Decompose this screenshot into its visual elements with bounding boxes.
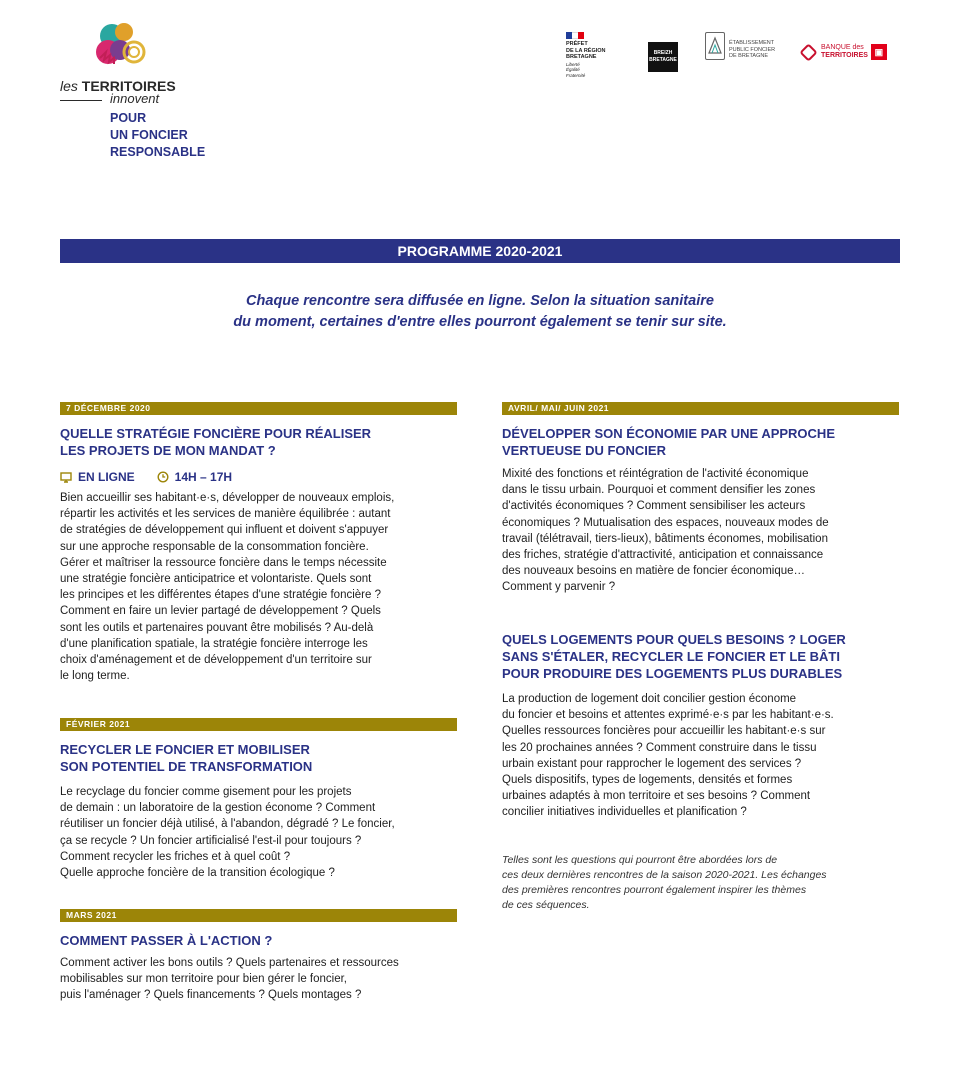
section-5-body: La production de logement doit concilier gestion économe du foncier et besoins et attentes exprimé·e·s par les habitant·e·s. Quelles ressources foncières pour accueillir les habitant·e·s sur les 20 prochaines années ? Comment construire dans le tissu urbain existant pour rapprocher le logement des services ? Quels dispositifs, types de logements, densités et formes urbaines adaptés à mon territoire et ses besoins ? Comment concilier initiatives individuelles et planification ? <box>502 693 834 819</box>
intro-line-2: du moment, certaines d'entre elles pourront également se tenir sur site. <box>233 314 727 330</box>
epf-bretagne-logo <box>705 32 785 60</box>
section-1-body: Bien accueillir ses habitant·e·s, développer de nouveaux emplois, répartir les activités et les services de manière équilibrée : autant de stratégies de développement qui influent et doivent s'appuyer sur une approche responsable de la consommation foncière. Gérer et maîtriser la ressource foncière dans le temps nécessite une stratégie foncière anticipatrice et volontariste. Quels sont les principes et les différentes étapes d'une stratégie foncière ? Comment en faire un levier partagé de développement ? Quels sont les outils et partenaires pouvant être mobilisés ? Au-delà d'une planification spatiale, la stratégie foncière interroge les choix d'aménagement et de développement d'un territoire sur le long terme. <box>60 492 395 683</box>
prefet-bretagne-logo <box>566 32 626 78</box>
section-4-title: DÉVELOPPER SON ÉCONOMIE PAR UNE APPROCHE VERTUEUSE DU FONCIER <box>502 426 835 458</box>
closing-footnote: Telles sont les questions qui pourront être abordées lors de ces deux dernières rencontres de la saison 2020-2021. Les échanges des premières rencontres pourront également inspirer les thèmes de ces séquences. <box>502 854 827 911</box>
section-3-date-bar: MARS 2021 <box>60 909 457 922</box>
intro-text <box>150 291 810 333</box>
clock-icon <box>157 471 169 483</box>
section-1-date-bar: 7 DÉCEMBRE 2020 <box>60 402 457 415</box>
section-2-date-bar: FÉVRIER 2021 <box>60 718 457 731</box>
logo-subtitle: POUR UN FONCIER RESPONSABLE <box>110 111 206 159</box>
banque-square-icon: ▣ <box>871 44 887 60</box>
logo-les: les <box>60 78 78 94</box>
banque-prefix: BANQUE des <box>821 44 864 51</box>
territoires-flower-logo-icon <box>90 18 156 78</box>
logo-territoires: TERRITOIRES <box>81 78 176 94</box>
section-2-body: Le recyclage du foncier comme gisement pour les projets de demain : un laboratoire de la gestion économe ? Comment réutiliser un foncier déjà utilisé, à l'abandon, dégradé ? Le foncier, ça se recycle ? Un foncier artificialisé l'est-il pour toujours ? Comment recycler les friches et à quel coût ? Quelle approche foncière de la transition écologique ? <box>60 786 395 880</box>
bretagne-text: BREIZH BRETAGNE <box>649 50 677 63</box>
section-3-body: Comment activer les bons outils ? Quels partenaires et ressources mobilisables sur mon territoire pour bien gérer le foncier, puis l'aménager ? Quels financements ? Quels montages ? <box>60 957 399 1002</box>
prefet-motto: Liberté Égalité Fraternité <box>566 61 586 78</box>
section-2-title: RECYCLER LE FONCIER ET MOBILISER SON POTENTIEL DE TRANSFORMATION <box>60 742 313 774</box>
section-4-body: Mixité des fonctions et réintégration de l'activité économique dans le tissu urbain. Pourquoi et comment densifier les zones d'activités économiques ? Comment sensibiliser les acteurs économiques ? Mutualisation des espaces, nouveaux modes de travail (télétravail, tiers-lieux), bâtiments économes, mobilisation des friches, stratégie d'attractivité, anticipation et connaissance des nouveaux besoins en matière de foncier économique… Comment y parvenir ? <box>502 468 829 594</box>
banque-name: TERRITOIRES <box>821 52 868 59</box>
screen-icon <box>60 472 72 483</box>
epf-emblem-icon <box>705 32 725 60</box>
logo-innovent: innovent <box>110 91 160 106</box>
intro-line-1: Chaque rencontre sera diffusée en ligne. Selon la situation sanitaire <box>246 293 714 309</box>
logo-divider <box>60 100 102 101</box>
section-1-mode: EN LIGNE <box>78 470 135 484</box>
prefet-text: PRÉFET DE LA RÉGION BRETAGNE <box>566 41 606 60</box>
programme-banner: PROGRAMME 2020-2021 <box>60 239 900 263</box>
section-5-title: QUELS LOGEMENTS POUR QUELS BESOINS ? LOGER SANS S'ÉTALER, RECYCLER LE FONCIER ET LE BÂTI POUR PRODUIRE DES LOGEMENTS PLUS DURABLES <box>502 632 846 681</box>
banque-territoires-logo <box>802 44 887 60</box>
section-1-time: 14H – 17H <box>174 470 233 484</box>
banque-hex-icon <box>799 43 817 61</box>
bretagne-region-logo <box>648 42 678 72</box>
section-4-date-bar: AVRIL/ MAI/ JUIN 2021 <box>502 402 899 415</box>
section-1-title: QUELLE STRATÉGIE FONCIÈRE POUR RÉALISER LES PROJETS DE MON MANDAT ? <box>60 426 372 458</box>
french-flag-icon <box>566 32 584 39</box>
epf-text: ÉTABLISSEMENT PUBLIC FONCIER DE BRETAGNE <box>729 40 776 59</box>
section-3-title: COMMENT PASSER À L'ACTION ? <box>60 933 273 948</box>
section-1-format <box>60 470 232 484</box>
